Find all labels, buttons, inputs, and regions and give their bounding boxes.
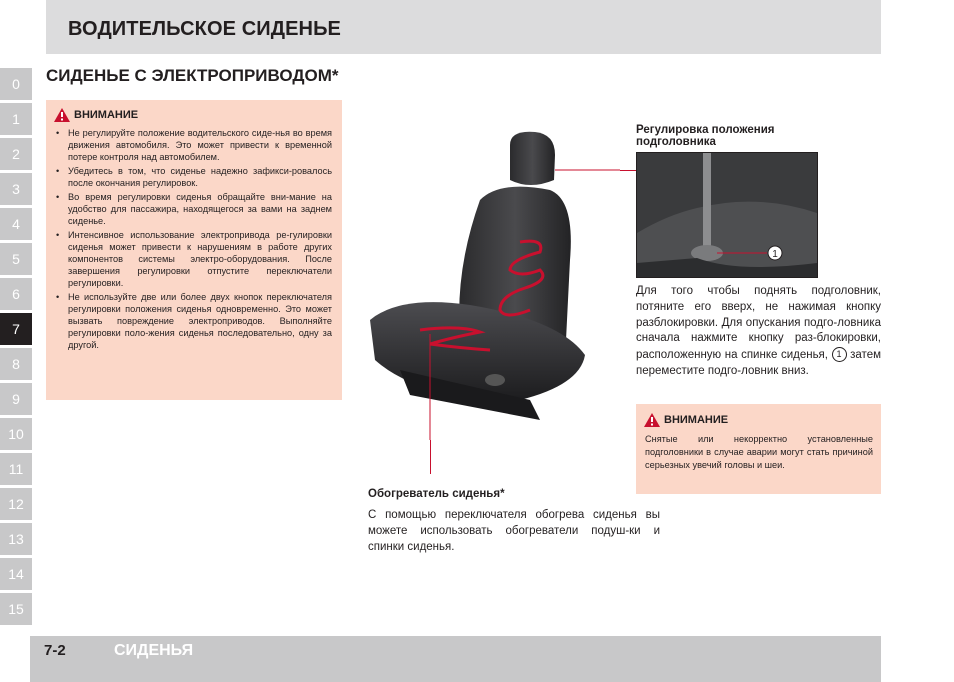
heater-text: С помощью переключателя обогрева сиденья вы можете использовать обогреватели подуш-ки и спинки сиденья.: [368, 509, 660, 553]
warning-item: • Не регулируйте положение водительского сиде-нья во время движения автомобиля. Это может привести к временной потере контроля над автомобилем.: [54, 127, 332, 163]
seat-headrest: [510, 132, 555, 185]
chapter-tab[interactable]: 2: [0, 138, 32, 170]
warning-title: ВНИМАНИЕ: [664, 414, 729, 426]
heater-title: Обогреватель сиденья*: [368, 488, 505, 500]
chapter-tab-active[interactable]: 7: [0, 313, 32, 345]
chapter-tab[interactable]: 9: [0, 383, 32, 415]
warning-header: [644, 413, 728, 427]
seat-switch: [485, 374, 505, 386]
page-title: ВОДИТЕЛЬСКОЕ СИДЕНЬЕ: [68, 18, 341, 40]
warning-item: • Не используйте две или более двух кнопок переключателя регулировки положения сиденья одновременно. Это может вызвать повреждение электроприводов. Выполняйте регулировки поло-жения сиденья последовательно, одну за другой.: [54, 291, 332, 351]
chapter-tabs: [0, 68, 32, 628]
chapter-tab[interactable]: 15: [0, 593, 32, 625]
chapter-tab[interactable]: 4: [0, 208, 32, 240]
chapter-tab[interactable]: 11: [0, 453, 32, 485]
chapter-tab[interactable]: 0: [0, 68, 32, 100]
chapter-tab[interactable]: 5: [0, 243, 32, 275]
seat-illustration: [360, 120, 620, 440]
chapter-tab[interactable]: 13: [0, 523, 32, 555]
chapter-tab[interactable]: 8: [0, 348, 32, 380]
warning-item: • Во время регулировки сиденья обращайте вни-мание на удобство для пассажира, находящегося за вами на заднем сиденье.: [54, 191, 332, 227]
photo-marker: 1: [772, 249, 778, 260]
chapter-tab[interactable]: 12: [0, 488, 32, 520]
warning-item: • Убедитесь в том, что сиденье надежно зафикси-ровалось после окончания регулировок.: [54, 165, 332, 189]
chapter-tab[interactable]: 6: [0, 278, 32, 310]
section-title: СИДЕНЬЕ С ЭЛЕКТРОПРИВОДОМ*: [46, 66, 339, 85]
headrest-photo: [636, 152, 818, 278]
chapter-tab[interactable]: 14: [0, 558, 32, 590]
warning-item: • Интенсивное использование электропривода ре-гулировки сиденья может привести к нарушениям в работе других компонентов системы электро-оборудования. После завершения регулировки отпустите переключатели регулировки.: [54, 229, 332, 289]
headrest-title: Регулировка положения подголовника: [636, 124, 775, 148]
footer-title: СИДЕНЬЯ: [114, 642, 194, 659]
headrest-callout-ext-h: [620, 170, 636, 171]
headrest-text: Для того чтобы поднять подголовник, потяните его вверх, не нажимая кнопку разблокировки. Для опускания подго-ловника сначала нажмите кнопку раз-блокировки, расположенную на спинке сиденья, 1 затем переместите подго-ловник вниз.: [636, 285, 881, 377]
chapter-tab[interactable]: 1: [0, 103, 32, 135]
page-number: 7-2: [44, 642, 66, 659]
warning-box-left: [46, 100, 342, 400]
headrest-photo-image: [637, 153, 817, 277]
warning-title: ВНИМАНИЕ: [74, 109, 139, 121]
warning-text: Снятые или некорректно установленные подголовники в случае аварии могут стать причиной серьезных увечий головы и шеи.: [645, 434, 873, 471]
chapter-tab[interactable]: 3: [0, 173, 32, 205]
warning-header: [54, 108, 138, 122]
heater-callout-ext-v: [430, 440, 431, 474]
warning-list: [54, 127, 332, 353]
inline-marker: 1: [832, 347, 847, 362]
chapter-tab[interactable]: 10: [0, 418, 32, 450]
warning-icon: [54, 108, 70, 122]
warning-box-right: [636, 404, 881, 494]
warning-icon: [644, 413, 660, 427]
